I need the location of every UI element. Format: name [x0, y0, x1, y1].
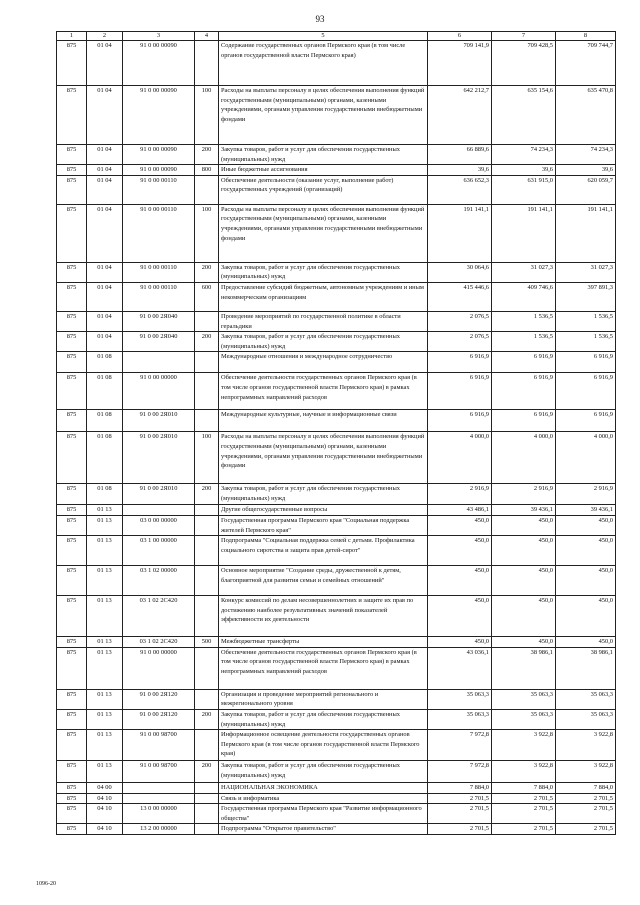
table-body: [57, 41, 616, 835]
amount-col6-cell: 450,0: [428, 536, 492, 566]
amount-col6-cell: 43 486,1: [428, 505, 492, 516]
amount-col8-cell: 2 701,5: [556, 824, 616, 835]
amount-col6-cell: 2 076,5: [428, 332, 492, 352]
expense-type-cell: [195, 804, 219, 824]
expense-type-cell: 100: [195, 86, 219, 145]
expense-type-cell: [195, 566, 219, 596]
target-article-cell: [123, 505, 195, 516]
description-cell: Расходы на выплаты персоналу в целях обеспечения выполнения функций государственными (муниципальными) органами, казенными учреждениями, органами управления государственными внебюджетными фондами: [219, 204, 428, 262]
admin-code-cell: 875: [57, 761, 87, 783]
amount-col6-cell: 642 212,7: [428, 86, 492, 145]
amount-col8-cell: 7 884,0: [556, 783, 616, 794]
table-row: [57, 432, 616, 484]
expense-type-cell: [195, 410, 219, 432]
expense-type-cell: 200: [195, 484, 219, 505]
amount-col8-cell: 6 916,9: [556, 352, 616, 373]
table-row: [57, 637, 616, 648]
admin-code-cell: 875: [57, 783, 87, 794]
target-article-cell: 91 0 00 00110: [123, 175, 195, 204]
target-article-cell: [123, 793, 195, 804]
target-article-cell: 91 0 00 2Я120: [123, 689, 195, 709]
table-row: [57, 566, 616, 596]
section-code-cell: 01 13: [87, 761, 123, 783]
amount-col8-cell: 2 701,5: [556, 804, 616, 824]
amount-col6-cell: 450,0: [428, 596, 492, 637]
description-cell: Расходы на выплаты персоналу в целях обеспечения выполнения функций государственными (муниципальными) органами, казенными учреждениями, органами управления государственными внебюджетными фондами: [219, 432, 428, 484]
section-code-cell: 01 13: [87, 566, 123, 596]
amount-col6-cell: 7 972,8: [428, 761, 492, 783]
admin-code-cell: 875: [57, 637, 87, 648]
expense-type-cell: 100: [195, 204, 219, 262]
table-row: [57, 709, 616, 729]
admin-code-cell: 875: [57, 804, 87, 824]
target-article-cell: 91 0 00 98700: [123, 761, 195, 783]
expense-type-cell: [195, 515, 219, 535]
amount-col7-cell: 450,0: [492, 515, 556, 535]
amount-col8-cell: 31 027,3: [556, 262, 616, 282]
description-cell: Предоставление субсидий бюджетным, автономным учреждениям и иным некоммерческим организациям: [219, 282, 428, 311]
section-code-cell: 01 13: [87, 730, 123, 761]
table-row: [57, 332, 616, 352]
amount-col7-cell: 631 915,0: [492, 175, 556, 204]
amount-col8-cell: 2 701,5: [556, 793, 616, 804]
amount-col7-cell: 74 234,3: [492, 145, 556, 165]
description-cell: Информационное освещение деятельности государственных органов Пермского края (в том числе органов государственной власти Пермского края): [219, 730, 428, 761]
target-article-cell: 91 0 00 00110: [123, 262, 195, 282]
amount-col6-cell: 450,0: [428, 515, 492, 535]
amount-col6-cell: 450,0: [428, 566, 492, 596]
table-row: [57, 145, 616, 165]
description-cell: Расходы на выплаты персоналу в целях обеспечения выполнения функций государственными (муниципальными) органами, казенными учреждениями, органами управления государственными внебюджетными фондами: [219, 86, 428, 145]
admin-code-cell: 875: [57, 432, 87, 484]
target-article-cell: [123, 352, 195, 373]
admin-code-cell: 875: [57, 484, 87, 505]
description-cell: Проведение мероприятий по государственной политике в области геральдики: [219, 311, 428, 331]
amount-col6-cell: 35 063,3: [428, 689, 492, 709]
expense-type-cell: 800: [195, 165, 219, 176]
target-article-cell: 03 1 02 00000: [123, 566, 195, 596]
amount-col8-cell: 38 986,1: [556, 647, 616, 689]
admin-code-cell: 875: [57, 262, 87, 282]
expense-type-cell: 200: [195, 332, 219, 352]
expense-type-cell: 200: [195, 262, 219, 282]
target-article-cell: 13 2 00 00000: [123, 824, 195, 835]
description-cell: Конкурс комиссий по делам несовершеннолетних и защите их прав по достижению наиболее результативных значений показателей эффективности их деятельности: [219, 596, 428, 637]
target-article-cell: 91 0 00 2Я010: [123, 410, 195, 432]
target-article-cell: 91 0 00 00110: [123, 282, 195, 311]
expense-type-cell: 100: [195, 432, 219, 484]
amount-col7-cell: 39 436,1: [492, 505, 556, 516]
description-cell: Закупка товаров, работ и услуг для обеспечения государственных (муниципальных) нужд: [219, 145, 428, 165]
amount-col7-cell: 6 916,9: [492, 373, 556, 410]
amount-col7-cell: 450,0: [492, 566, 556, 596]
description-cell: Государственная программа Пермского края "Развитие информационного общества": [219, 804, 428, 824]
description-cell: Основное мероприятие "Создание среды, дружественной к детям, благоприятной для развития семьи и семейных отношений": [219, 566, 428, 596]
table-row: [57, 373, 616, 410]
table-row: [57, 515, 616, 535]
admin-code-cell: 875: [57, 311, 87, 331]
amount-col8-cell: 1 536,5: [556, 332, 616, 352]
expense-type-cell: [195, 373, 219, 410]
section-code-cell: 04 10: [87, 804, 123, 824]
amount-col7-cell: 4 000,0: [492, 432, 556, 484]
amount-col7-cell: 2 701,5: [492, 793, 556, 804]
target-article-cell: 03 0 00 00000: [123, 515, 195, 535]
amount-col6-cell: 6 916,9: [428, 410, 492, 432]
amount-col6-cell: 6 916,9: [428, 352, 492, 373]
amount-col6-cell: 2 076,5: [428, 311, 492, 331]
expense-type-cell: [195, 505, 219, 516]
section-code-cell: 01 08: [87, 432, 123, 484]
table-row: [57, 689, 616, 709]
table-row: [57, 204, 616, 262]
amount-col7-cell: 6 916,9: [492, 352, 556, 373]
column-header: 6: [428, 32, 492, 41]
amount-col6-cell: 709 141,9: [428, 41, 492, 86]
amount-col7-cell: 31 027,3: [492, 262, 556, 282]
admin-code-cell: 875: [57, 282, 87, 311]
expense-type-cell: [195, 730, 219, 761]
amount-col7-cell: 2 916,9: [492, 484, 556, 505]
expense-type-cell: [195, 596, 219, 637]
table-row: [57, 175, 616, 204]
admin-code-cell: 875: [57, 410, 87, 432]
admin-code-cell: 875: [57, 596, 87, 637]
target-article-cell: 91 0 00 00090: [123, 41, 195, 86]
amount-col6-cell: 2 701,5: [428, 793, 492, 804]
section-code-cell: 01 08: [87, 484, 123, 505]
section-code-cell: 01 13: [87, 647, 123, 689]
amount-col8-cell: 35 063,3: [556, 709, 616, 729]
table-row: [57, 647, 616, 689]
column-header: 4: [195, 32, 219, 41]
description-cell: Обеспечение деятельности (оказание услуг, выполнение работ) государственных учреждений (организаций): [219, 175, 428, 204]
target-article-cell: 91 0 00 2Я010: [123, 484, 195, 505]
amount-col6-cell: 30 064,6: [428, 262, 492, 282]
header-row: [57, 32, 616, 41]
section-code-cell: 01 13: [87, 709, 123, 729]
description-cell: Закупка товаров, работ и услуг для обеспечения государственных (муниципальных) нужд: [219, 262, 428, 282]
description-cell: Обеспечение деятельности государственных органов Пермского края (в том числе органов государственной власти Пермского края) в рамках непрограммных направлений расходов: [219, 373, 428, 410]
target-article-cell: 91 0 00 2Я040: [123, 311, 195, 331]
column-header: 3: [123, 32, 195, 41]
section-code-cell: 01 04: [87, 332, 123, 352]
section-code-cell: 01 04: [87, 41, 123, 86]
section-code-cell: 04 10: [87, 824, 123, 835]
amount-col6-cell: 43 036,1: [428, 647, 492, 689]
target-article-cell: 03 1 02 2С420: [123, 637, 195, 648]
admin-code-cell: 875: [57, 730, 87, 761]
amount-col6-cell: 7 884,0: [428, 783, 492, 794]
target-article-cell: 91 0 00 00090: [123, 145, 195, 165]
amount-col8-cell: 74 234,3: [556, 145, 616, 165]
table-row: [57, 352, 616, 373]
table-row: [57, 761, 616, 783]
section-code-cell: 01 04: [87, 175, 123, 204]
target-article-cell: 91 0 00 98700: [123, 730, 195, 761]
amount-col7-cell: 709 428,5: [492, 41, 556, 86]
section-code-cell: 01 04: [87, 311, 123, 331]
table-row: [57, 824, 616, 835]
amount-col6-cell: 191 141,1: [428, 204, 492, 262]
table-row: [57, 730, 616, 761]
admin-code-cell: 875: [57, 373, 87, 410]
section-code-cell: 01 04: [87, 145, 123, 165]
table-row: [57, 793, 616, 804]
section-code-cell: 01 13: [87, 515, 123, 535]
expense-type-cell: 500: [195, 637, 219, 648]
footer-code: 1096-20: [36, 881, 56, 887]
admin-code-cell: 875: [57, 165, 87, 176]
admin-code-cell: 875: [57, 175, 87, 204]
expense-type-cell: [195, 311, 219, 331]
expense-type-cell: [195, 824, 219, 835]
description-cell: Обеспечение деятельности государственных органов Пермского края (в том числе органов государственной власти Пермского края) в рамках непрограммных направлений расходов: [219, 647, 428, 689]
table-row: [57, 282, 616, 311]
expense-type-cell: 600: [195, 282, 219, 311]
amount-col7-cell: 450,0: [492, 596, 556, 637]
description-cell: Международные отношения и международное сотрудничество: [219, 352, 428, 373]
amount-col7-cell: 409 746,6: [492, 282, 556, 311]
column-header: 7: [492, 32, 556, 41]
amount-col6-cell: 2 701,5: [428, 824, 492, 835]
amount-col8-cell: 39,6: [556, 165, 616, 176]
amount-col7-cell: 2 701,5: [492, 804, 556, 824]
expense-type-cell: 200: [195, 761, 219, 783]
admin-code-cell: 875: [57, 86, 87, 145]
target-article-cell: 13 0 00 00000: [123, 804, 195, 824]
amount-col8-cell: 635 470,8: [556, 86, 616, 145]
admin-code-cell: 875: [57, 515, 87, 535]
description-cell: Подпрограмма "Социальная поддержка семей с детьми. Профилактика социального сиротства и защита прав детей-сирот": [219, 536, 428, 566]
amount-col6-cell: 4 000,0: [428, 432, 492, 484]
amount-col6-cell: 450,0: [428, 637, 492, 648]
table-row: [57, 41, 616, 86]
amount-col7-cell: 3 922,8: [492, 761, 556, 783]
expense-type-cell: [195, 689, 219, 709]
amount-col8-cell: 4 000,0: [556, 432, 616, 484]
amount-col8-cell: 3 922,8: [556, 730, 616, 761]
admin-code-cell: 875: [57, 352, 87, 373]
description-cell: Закупка товаров, работ и услуг для обеспечения государственных (муниципальных) нужд: [219, 709, 428, 729]
column-header: 1: [57, 32, 87, 41]
expense-type-cell: [195, 352, 219, 373]
amount-col7-cell: 6 916,9: [492, 410, 556, 432]
section-code-cell: 04 00: [87, 783, 123, 794]
amount-col7-cell: 39,6: [492, 165, 556, 176]
section-code-cell: 01 08: [87, 410, 123, 432]
description-cell: Международные культурные, научные и информационные связи: [219, 410, 428, 432]
table-row: [57, 262, 616, 282]
target-article-cell: 91 0 00 00090: [123, 165, 195, 176]
description-cell: НАЦИОНАЛЬНАЯ ЭКОНОМИКА: [219, 783, 428, 794]
amount-col8-cell: 397 891,3: [556, 282, 616, 311]
section-code-cell: 01 04: [87, 204, 123, 262]
expense-type-cell: [195, 793, 219, 804]
admin-code-cell: 875: [57, 332, 87, 352]
expense-type-cell: [195, 41, 219, 86]
target-article-cell: 91 0 00 2Я120: [123, 709, 195, 729]
section-code-cell: 01 04: [87, 282, 123, 311]
amount-col7-cell: 2 701,5: [492, 824, 556, 835]
description-cell: Межбюджетные трансферты: [219, 637, 428, 648]
expense-type-cell: [195, 175, 219, 204]
admin-code-cell: 875: [57, 204, 87, 262]
description-cell: Организация и проведение мероприятий регионального и межрегионального уровня: [219, 689, 428, 709]
table-row: [57, 505, 616, 516]
description-cell: Подпрограмма "Открытое правительство": [219, 824, 428, 835]
amount-col6-cell: 7 972,8: [428, 730, 492, 761]
table-row: [57, 596, 616, 637]
section-code-cell: 01 08: [87, 352, 123, 373]
target-article-cell: [123, 783, 195, 794]
target-article-cell: 03 1 00 00000: [123, 536, 195, 566]
admin-code-cell: 875: [57, 145, 87, 165]
admin-code-cell: 875: [57, 536, 87, 566]
amount-col8-cell: 1 536,5: [556, 311, 616, 331]
description-cell: Иные бюджетные ассигнования: [219, 165, 428, 176]
expense-type-cell: [195, 783, 219, 794]
amount-col7-cell: 191 141,1: [492, 204, 556, 262]
section-code-cell: 01 04: [87, 165, 123, 176]
amount-col7-cell: 3 922,8: [492, 730, 556, 761]
target-article-cell: 91 0 00 00090: [123, 86, 195, 145]
expense-type-cell: 200: [195, 145, 219, 165]
description-cell: Закупка товаров, работ и услуг для обеспечения государственных (муниципальных) нужд: [219, 332, 428, 352]
table-row: [57, 804, 616, 824]
amount-col8-cell: 709 744,7: [556, 41, 616, 86]
admin-code-cell: 875: [57, 689, 87, 709]
section-code-cell: 01 13: [87, 689, 123, 709]
target-article-cell: 91 0 00 2Я010: [123, 432, 195, 484]
table-row: [57, 86, 616, 145]
amount-col7-cell: 450,0: [492, 536, 556, 566]
budget-table: [56, 31, 616, 835]
amount-col8-cell: 450,0: [556, 596, 616, 637]
admin-code-cell: 875: [57, 824, 87, 835]
target-article-cell: 91 0 00 00000: [123, 373, 195, 410]
target-article-cell: 91 0 00 2Я040: [123, 332, 195, 352]
column-header: 5: [219, 32, 428, 41]
expense-type-cell: 200: [195, 709, 219, 729]
amount-col8-cell: 6 916,9: [556, 373, 616, 410]
amount-col6-cell: 6 916,9: [428, 373, 492, 410]
amount-col8-cell: 620 059,7: [556, 175, 616, 204]
section-code-cell: 01 04: [87, 86, 123, 145]
amount-col7-cell: 35 063,3: [492, 689, 556, 709]
amount-col6-cell: 66 889,6: [428, 145, 492, 165]
section-code-cell: 01 04: [87, 262, 123, 282]
amount-col6-cell: 415 446,6: [428, 282, 492, 311]
table-row: [57, 484, 616, 505]
section-code-cell: 01 13: [87, 505, 123, 516]
amount-col7-cell: 1 536,5: [492, 311, 556, 331]
section-code-cell: 01 13: [87, 596, 123, 637]
admin-code-cell: 875: [57, 793, 87, 804]
amount-col8-cell: 3 922,8: [556, 761, 616, 783]
amount-col7-cell: 450,0: [492, 637, 556, 648]
target-article-cell: 91 0 00 00110: [123, 204, 195, 262]
amount-col8-cell: 191 141,1: [556, 204, 616, 262]
description-cell: Содержание государственных органов Пермского края (в том числе органов государственной власти Пермского края): [219, 41, 428, 86]
page-number: 93: [315, 14, 325, 24]
amount-col7-cell: 7 884,0: [492, 783, 556, 794]
expense-type-cell: [195, 647, 219, 689]
section-code-cell: 01 13: [87, 637, 123, 648]
amount-col8-cell: 35 063,3: [556, 689, 616, 709]
admin-code-cell: 875: [57, 505, 87, 516]
amount-col6-cell: 2 701,5: [428, 804, 492, 824]
admin-code-cell: 875: [57, 647, 87, 689]
amount-col7-cell: 35 063,3: [492, 709, 556, 729]
section-code-cell: 04 10: [87, 793, 123, 804]
amount-col6-cell: 39,6: [428, 165, 492, 176]
amount-col8-cell: 450,0: [556, 515, 616, 535]
target-article-cell: 03 1 02 2С420: [123, 596, 195, 637]
expense-type-cell: [195, 536, 219, 566]
amount-col6-cell: 2 916,9: [428, 484, 492, 505]
admin-code-cell: 875: [57, 566, 87, 596]
section-code-cell: 01 08: [87, 373, 123, 410]
description-cell: Закупка товаров, работ и услуг для обеспечения государственных (муниципальных) нужд: [219, 484, 428, 505]
amount-col8-cell: 39 436,1: [556, 505, 616, 516]
table-row: [57, 783, 616, 794]
amount-col7-cell: 1 536,5: [492, 332, 556, 352]
admin-code-cell: 875: [57, 709, 87, 729]
admin-code-cell: 875: [57, 41, 87, 86]
table-row: [57, 165, 616, 176]
target-article-cell: 91 0 00 00000: [123, 647, 195, 689]
amount-col6-cell: 636 652,3: [428, 175, 492, 204]
description-cell: Другие общегосударственные вопросы: [219, 505, 428, 516]
amount-col7-cell: 38 986,1: [492, 647, 556, 689]
amount-col6-cell: 35 063,3: [428, 709, 492, 729]
column-header: 2: [87, 32, 123, 41]
table-row: [57, 410, 616, 432]
column-header: 8: [556, 32, 616, 41]
description-cell: Государственная программа Пермского края "Социальная поддержка жителей Пермского края": [219, 515, 428, 535]
amount-col7-cell: 635 154,6: [492, 86, 556, 145]
amount-col8-cell: 450,0: [556, 637, 616, 648]
amount-col8-cell: 6 916,9: [556, 410, 616, 432]
amount-col8-cell: 2 916,9: [556, 484, 616, 505]
description-cell: Закупка товаров, работ и услуг для обеспечения государственных (муниципальных) нужд: [219, 761, 428, 783]
table-row: [57, 536, 616, 566]
description-cell: Связь и информатика: [219, 793, 428, 804]
table-row: [57, 311, 616, 331]
section-code-cell: 01 13: [87, 536, 123, 566]
amount-col8-cell: 450,0: [556, 536, 616, 566]
amount-col8-cell: 450,0: [556, 566, 616, 596]
